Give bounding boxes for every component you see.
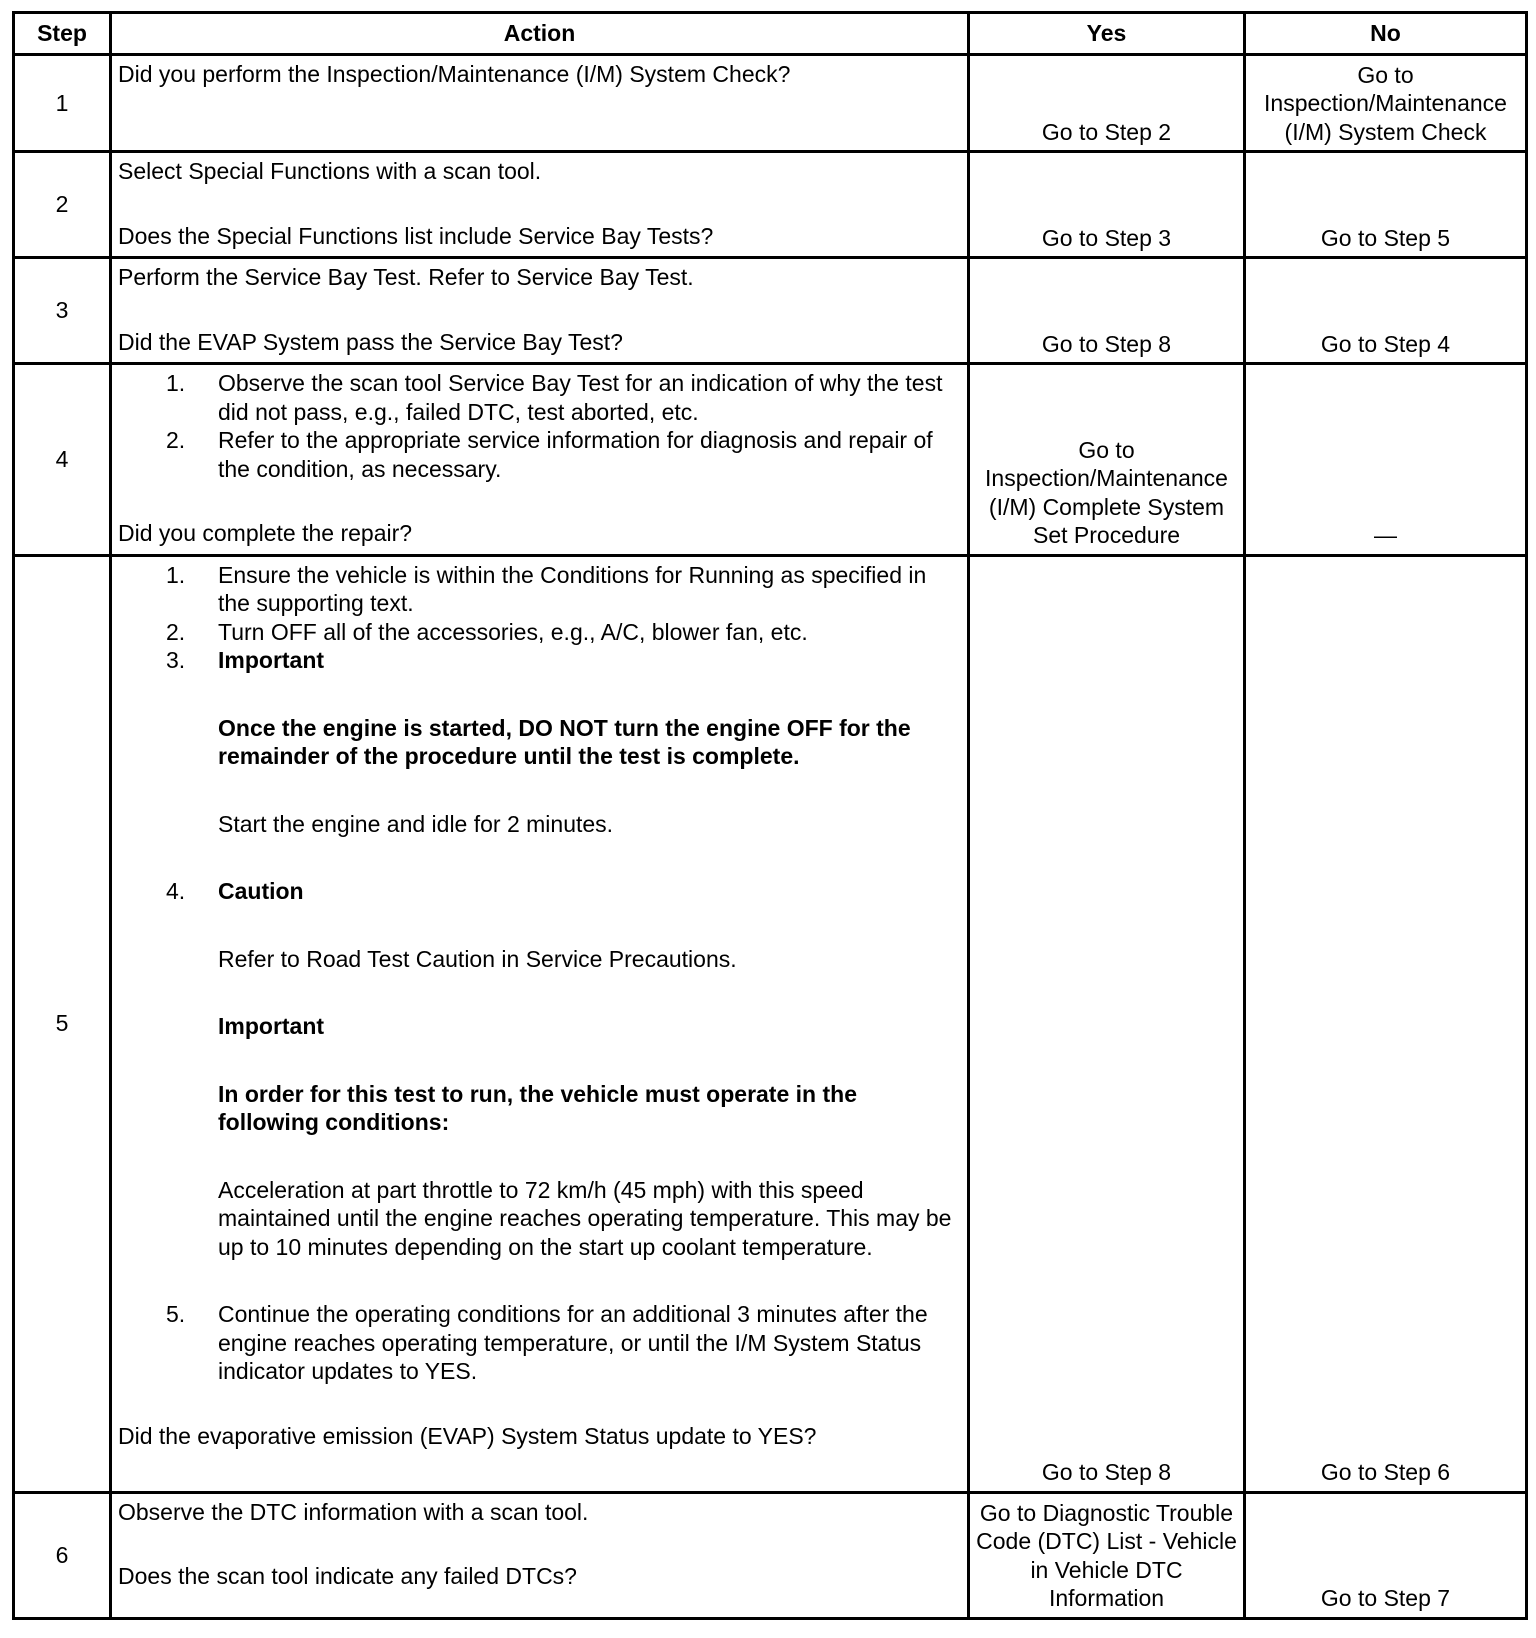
table-row	[14, 1492, 1527, 1618]
step-number: 2	[14, 152, 111, 258]
yes-link[interactable]: Go to Inspection/Maintenance (I/M) Complete System Set Procedure	[969, 364, 1245, 556]
action-steps	[118, 369, 961, 483]
step-number: 1	[14, 55, 111, 152]
item-number: 4.	[166, 878, 186, 904]
action-cell	[111, 555, 969, 1492]
list-item	[118, 877, 961, 1300]
table-row	[14, 364, 1527, 556]
item-number: 1.	[166, 370, 186, 396]
no-link[interactable]: Go to Step 7	[1245, 1492, 1527, 1618]
no-link[interactable]: Go to Step 5	[1245, 152, 1527, 258]
important-note: In order for this test to run, the vehicle must operate in the following conditions:	[218, 1080, 857, 1135]
item-text: Ensure the vehicle is within the Conditions for Running as specified in the supporting text.	[218, 561, 927, 616]
list-item	[118, 1300, 961, 1386]
action-question: Did you perform the Inspection/Maintenance (I/M) System Check?	[118, 61, 791, 87]
list-item	[118, 426, 961, 483]
action-question: Did you complete the repair?	[118, 520, 413, 546]
yes-link[interactable]: Go to Step 8	[969, 258, 1245, 364]
item-text: Turn OFF all of the accessories, e.g., A/C, blower fan, etc.	[218, 618, 808, 645]
action-steps	[118, 561, 961, 1386]
no-dash: —	[1245, 364, 1527, 556]
header-step: Step	[14, 13, 111, 55]
item-text: Continue the operating conditions for an additional 3 minutes after the engine reaches operating temperature, or until the I/M System Status indicator updates to YES.	[218, 1301, 928, 1384]
yes-link[interactable]: Go to Step 3	[969, 152, 1245, 258]
no-link[interactable]: Go to Step 6	[1245, 555, 1527, 1492]
item-text: Refer to the appropriate service information for diagnosis and repair of the condition, as necessary.	[218, 427, 933, 482]
yes-link[interactable]: Go to Step 2	[969, 55, 1245, 152]
table-row	[14, 258, 1527, 364]
action-text: Perform the Service Bay Test. Refer to Service Bay Test.	[118, 264, 694, 290]
action-cell	[111, 1492, 969, 1618]
step-number: 5	[14, 555, 111, 1492]
header-action: Action	[111, 13, 969, 55]
action-cell	[111, 152, 969, 258]
table-row	[14, 555, 1527, 1492]
action-cell	[111, 258, 969, 364]
diagnostic-procedure-table	[12, 11, 1528, 1620]
item-text: Acceleration at part throttle to 72 km/h (45 mph) with this speed maintained until the engine reaches operating temperature. This may be up to 10 minutes depending on the start up coolant temperature.	[218, 1176, 952, 1260]
item-text: Start the engine and idle for 2 minutes.	[218, 810, 614, 837]
step-number: 6	[14, 1492, 111, 1618]
important-note: Once the engine is started, DO NOT turn the engine OFF for the remainder of the procedure until the test is complete.	[218, 714, 911, 769]
caution-text: Refer to Road Test Caution in Service Precautions.	[218, 945, 737, 972]
no-link[interactable]: Go to Step 4	[1245, 258, 1527, 364]
step-number: 3	[14, 258, 111, 364]
item-number: 2.	[166, 427, 186, 453]
table-row	[14, 55, 1527, 152]
list-item	[118, 561, 961, 618]
header-no: No	[1245, 13, 1527, 55]
step-number: 4	[14, 364, 111, 556]
action-question: Did the evaporative emission (EVAP) System Status update to YES?	[118, 1422, 817, 1449]
important-heading: Important	[218, 1013, 325, 1039]
action-cell	[111, 364, 969, 556]
action-question: Does the Special Functions list include Service Bay Tests?	[118, 222, 714, 249]
important-heading: Important	[218, 647, 325, 673]
item-number: 3.	[166, 647, 186, 673]
table-row	[14, 152, 1527, 258]
caution-heading: Caution	[218, 878, 304, 904]
list-item	[118, 646, 961, 877]
list-item	[118, 369, 961, 426]
item-number: 2.	[166, 618, 186, 645]
yes-link[interactable]: Go to Step 8	[969, 555, 1245, 1492]
action-question: Does the scan tool indicate any failed DTCs?	[118, 1563, 577, 1589]
item-text: Observe the scan tool Service Bay Test for an indication of why the test did not pass, e.g., failed DTC, test aborted, etc.	[218, 370, 943, 425]
yes-link[interactable]: Go to Diagnostic Trouble Code (DTC) List - Vehicle in Vehicle DTC Information	[969, 1492, 1245, 1618]
action-cell	[111, 55, 969, 152]
no-link[interactable]: Go to Inspection/Maintenance (I/M) System Check	[1245, 55, 1527, 152]
header-row	[14, 13, 1527, 55]
item-number: 5.	[166, 1301, 186, 1327]
header-yes: Yes	[969, 13, 1245, 55]
item-number: 1.	[166, 561, 186, 588]
list-item	[118, 618, 961, 647]
action-text: Select Special Functions with a scan tool.	[118, 158, 542, 184]
action-text: Observe the DTC information with a scan tool.	[118, 1498, 589, 1525]
action-question: Did the EVAP System pass the Service Bay Test?	[118, 328, 623, 355]
